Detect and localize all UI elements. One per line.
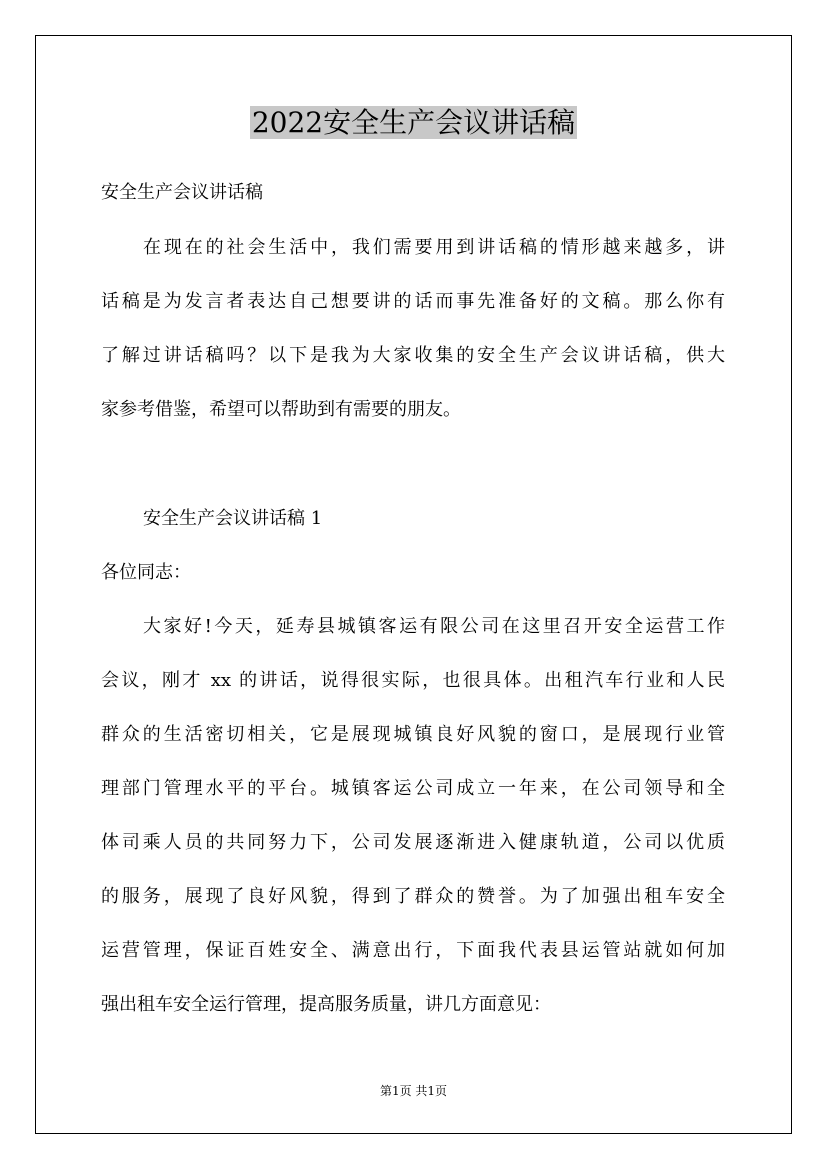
body-line: 群众的生活密切相关，它是展现城镇良好风貌的窗口，是展现行业管 [101,724,725,745]
body-line: 大家好!今天，延寿县城镇客运有限公司在这里召开安全运营工作 [143,616,725,637]
intro-line: 家参考借鉴，希望可以帮助到有需要的朋友。 [101,399,461,420]
body-line: 理部门管理水平的平台。城镇客运公司成立一年来，在公司领导和全 [101,778,725,799]
section-heading: 安全生产会议讲话稿 1 [143,508,323,529]
salutation: 各位同志： [101,562,191,583]
document-title: 2022安全生产会议讲话稿 [251,106,576,139]
intro-line: 了解过讲话稿吗？以下是我为大家收集的安全生产会议讲话稿，供大 [101,345,725,366]
page-footer: 第1页 共1页 [379,1084,448,1098]
body-line: 的服务，展现了良好风貌，得到了群众的赞誉。为了加强出租车安全 [101,886,725,907]
body-line: 运营管理，保证百姓安全、满意出行，下面我代表县运管站就如何加 [101,940,725,961]
intro-line: 话稿是为发言者表达自己想要讲的话而事先准备好的文稿。那么你有 [101,291,725,312]
body-line: 体司乘人员的共同努力下，公司发展逐渐进入健康轨道，公司以优质 [101,832,725,853]
intro-line: 在现在的社会生活中，我们需要用到讲话稿的情形越来越多，讲 [143,237,725,258]
body-line: 强出租车安全运行管理，提高服务质量，讲几方面意见： [101,994,551,1015]
document-subtitle: 安全生产会议讲话稿 [101,182,263,203]
body-line: 会议，刚才 xx 的讲话，说得很实际，也很具体。出租汽车行业和人民 [101,670,725,691]
